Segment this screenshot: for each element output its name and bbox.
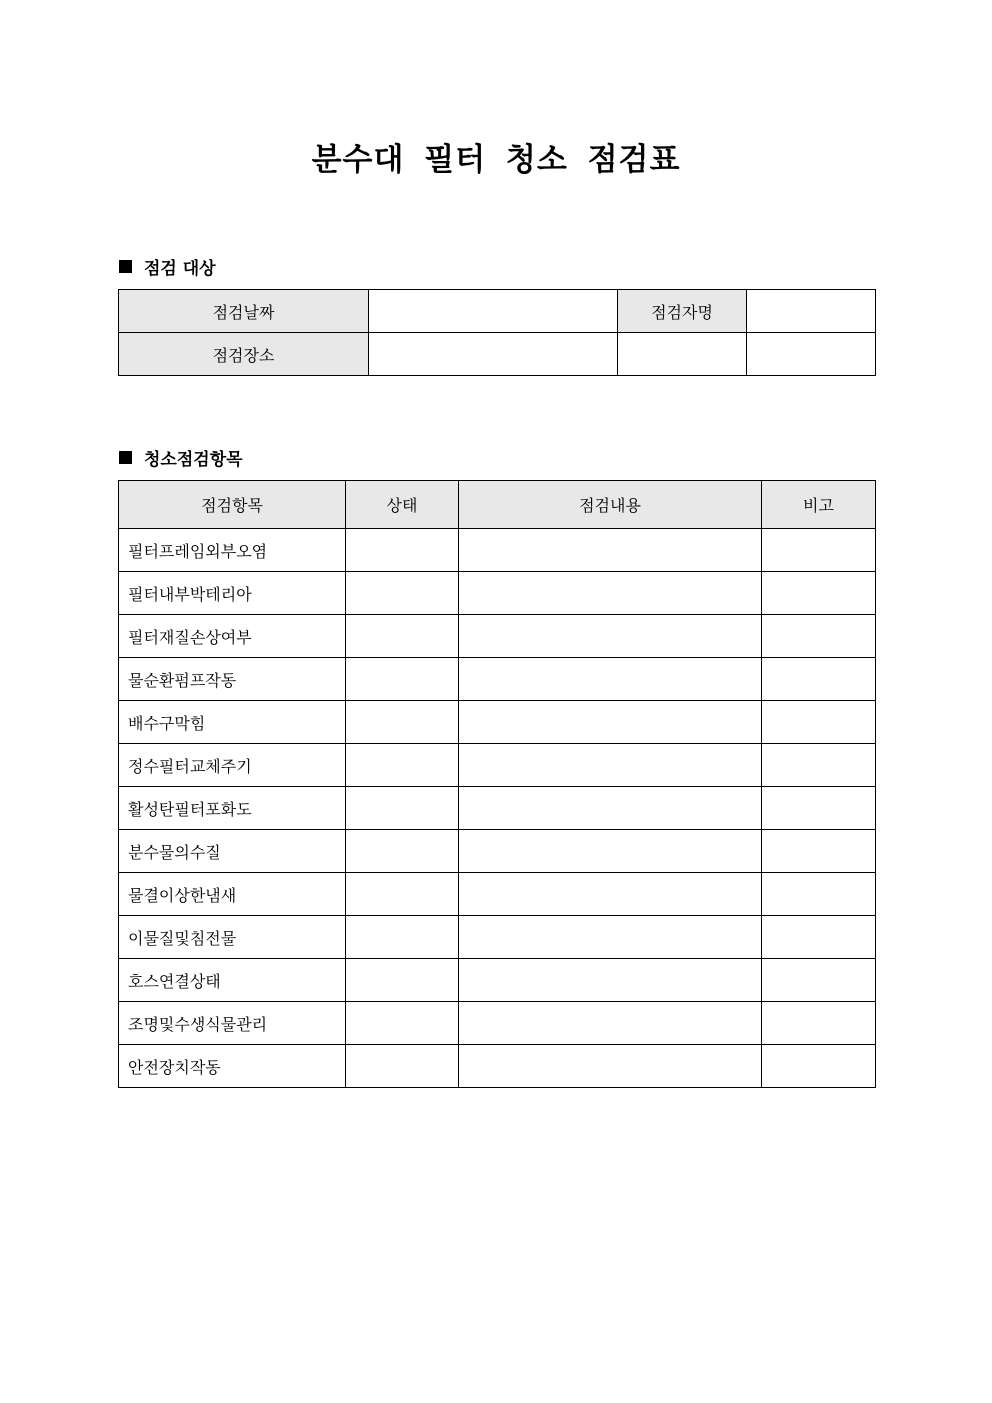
status-cell[interactable] xyxy=(346,787,459,830)
remarks-cell[interactable] xyxy=(762,615,876,658)
status-cell[interactable] xyxy=(346,615,459,658)
status-cell[interactable] xyxy=(346,658,459,701)
inspector-field[interactable] xyxy=(747,290,876,333)
date-label: 점검날짜 xyxy=(119,290,369,333)
remarks-cell[interactable] xyxy=(762,701,876,744)
inspection-target-table xyxy=(118,289,876,376)
details-cell[interactable] xyxy=(459,1002,762,1045)
remarks-cell[interactable] xyxy=(762,787,876,830)
details-cell[interactable] xyxy=(459,744,762,787)
table-row xyxy=(119,615,876,658)
status-cell[interactable] xyxy=(346,959,459,1002)
square-bullet-icon xyxy=(119,260,132,273)
check-item-name: 분수물의수질 xyxy=(119,830,346,873)
remarks-cell[interactable] xyxy=(762,873,876,916)
page-title: 분수대 필터 청소 점검표 xyxy=(311,142,681,178)
section-heading-inspection-target xyxy=(119,254,216,279)
table-row xyxy=(119,658,876,701)
remarks-cell[interactable] xyxy=(762,572,876,615)
check-item-name: 물순환펌프작동 xyxy=(119,658,346,701)
table-row xyxy=(119,787,876,830)
cleaning-items-table xyxy=(118,480,876,1088)
column-header-remarks: 비고 xyxy=(762,481,876,529)
column-header-item: 점검항목 xyxy=(119,481,346,529)
table-row xyxy=(119,959,876,1002)
table-row xyxy=(119,529,876,572)
location-field[interactable] xyxy=(369,333,618,376)
details-cell[interactable] xyxy=(459,916,762,959)
status-cell[interactable] xyxy=(346,701,459,744)
inspector-label: 점검자명 xyxy=(618,290,747,333)
empty-cell[interactable] xyxy=(747,333,876,376)
square-bullet-icon xyxy=(119,451,132,464)
details-cell[interactable] xyxy=(459,787,762,830)
table-row xyxy=(119,1002,876,1045)
table-header-row xyxy=(119,481,876,529)
status-cell[interactable] xyxy=(346,529,459,572)
table-row xyxy=(119,701,876,744)
check-item-name: 호스연결상태 xyxy=(119,959,346,1002)
remarks-cell[interactable] xyxy=(762,529,876,572)
check-item-name: 배수구막힘 xyxy=(119,701,346,744)
remarks-cell[interactable] xyxy=(762,916,876,959)
check-item-name: 물결이상한냄새 xyxy=(119,873,346,916)
table-row xyxy=(119,830,876,873)
check-item-name: 필터내부박테리아 xyxy=(119,572,346,615)
table-row xyxy=(119,916,876,959)
section-heading-cleaning-items xyxy=(119,445,243,470)
table-row xyxy=(119,873,876,916)
status-cell[interactable] xyxy=(346,873,459,916)
status-cell[interactable] xyxy=(346,1045,459,1088)
check-item-name: 조명및수생식물관리 xyxy=(119,1002,346,1045)
remarks-cell[interactable] xyxy=(762,830,876,873)
date-field[interactable] xyxy=(369,290,618,333)
location-label: 점검장소 xyxy=(119,333,369,376)
status-cell[interactable] xyxy=(346,572,459,615)
table-row xyxy=(119,572,876,615)
column-header-details: 점검내용 xyxy=(459,481,762,529)
check-item-name: 필터재질손상여부 xyxy=(119,615,346,658)
check-item-name: 활성탄필터포화도 xyxy=(119,787,346,830)
remarks-cell[interactable] xyxy=(762,1002,876,1045)
details-cell[interactable] xyxy=(459,572,762,615)
remarks-cell[interactable] xyxy=(762,1045,876,1088)
remarks-cell[interactable] xyxy=(762,744,876,787)
details-cell[interactable] xyxy=(459,1045,762,1088)
check-item-name: 정수필터교체주기 xyxy=(119,744,346,787)
check-item-name: 필터프레임외부오염 xyxy=(119,529,346,572)
table-row xyxy=(119,744,876,787)
details-cell[interactable] xyxy=(459,959,762,1002)
details-cell[interactable] xyxy=(459,615,762,658)
table-row xyxy=(119,290,876,333)
details-cell[interactable] xyxy=(459,658,762,701)
details-cell[interactable] xyxy=(459,701,762,744)
details-cell[interactable] xyxy=(459,873,762,916)
details-cell[interactable] xyxy=(459,529,762,572)
section-heading-label: 청소점검항목 xyxy=(144,450,243,470)
table-row xyxy=(119,333,876,376)
status-cell[interactable] xyxy=(346,744,459,787)
table-row xyxy=(119,1045,876,1088)
status-cell[interactable] xyxy=(346,916,459,959)
empty-cell[interactable] xyxy=(618,333,747,376)
check-item-name: 이물질및침전물 xyxy=(119,916,346,959)
status-cell[interactable] xyxy=(346,1002,459,1045)
remarks-cell[interactable] xyxy=(762,959,876,1002)
status-cell[interactable] xyxy=(346,830,459,873)
check-item-name: 안전장치작동 xyxy=(119,1045,346,1088)
details-cell[interactable] xyxy=(459,830,762,873)
column-header-status: 상태 xyxy=(346,481,459,529)
section-heading-label: 점검 대상 xyxy=(144,259,216,279)
remarks-cell[interactable] xyxy=(762,658,876,701)
cleaning-items-body xyxy=(119,529,876,1088)
